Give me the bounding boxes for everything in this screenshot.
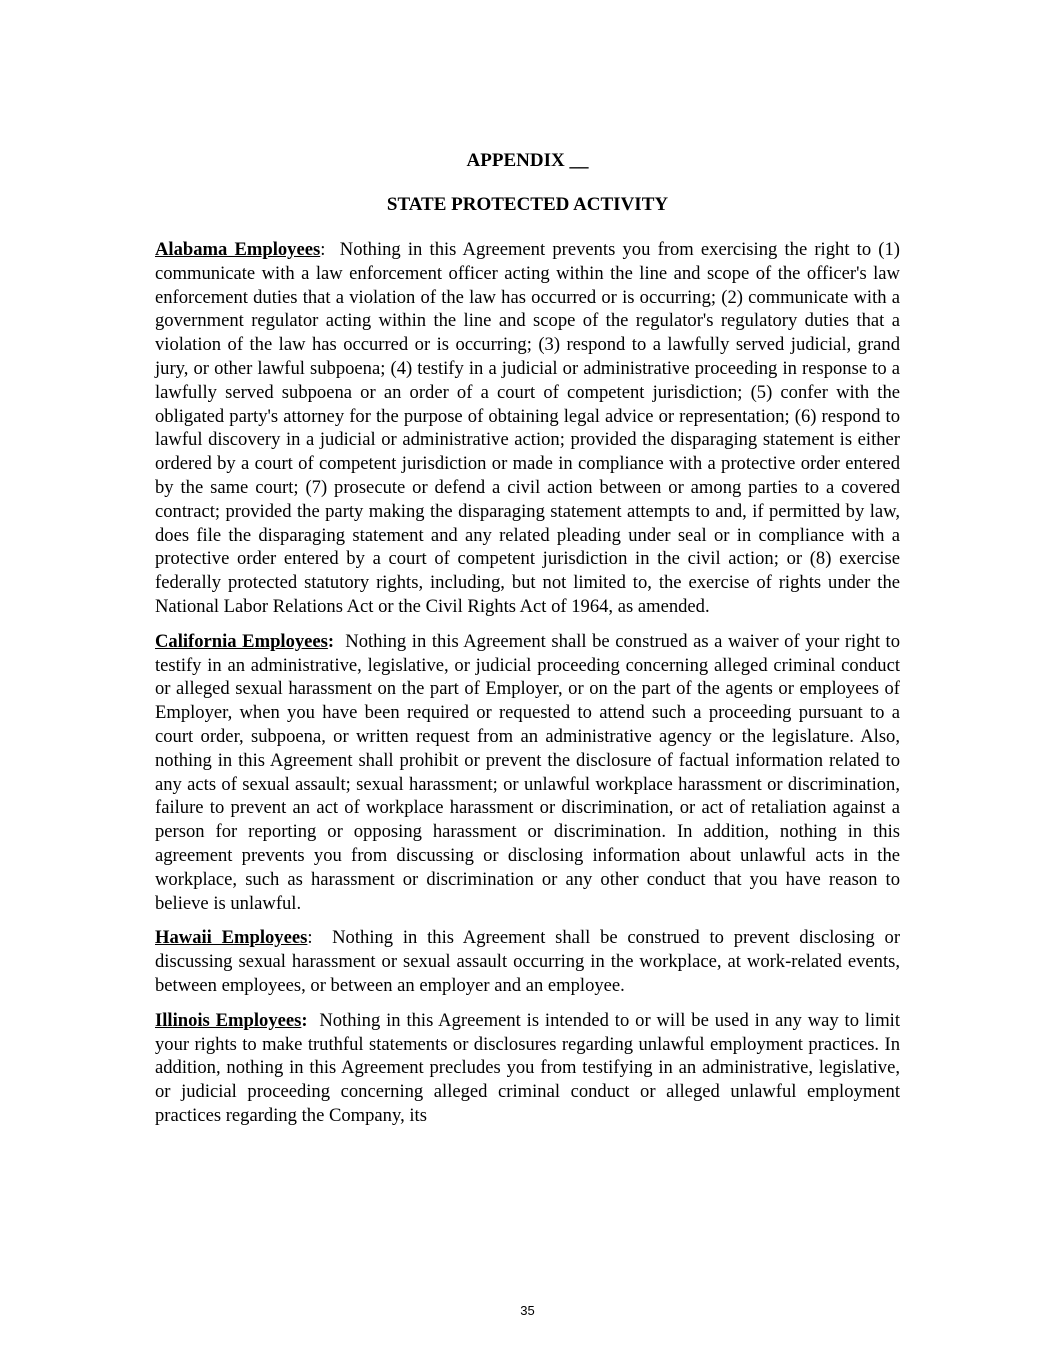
page-number: 35 <box>520 1303 535 1318</box>
section-heading-alabama: Alabama Employees <box>155 239 321 260</box>
heading-colon: : <box>320 239 326 260</box>
section-heading-california: California Employees <box>155 630 328 652</box>
heading-colon: : <box>307 927 313 949</box>
section-body-california: Nothing in this Agreement shall be construed as a waiver of your right to testify in an administrative, legislative, or judicial proceeding concerning alleged criminal conduct or alleged sexual harassment on the part of Employer, or on the part of the agents or employees of Employer, when you have been required or requested to attend such a proceeding pursuant to a court order, subpoena, or written request from an administrative agency or the legislature. Also, nothing in this Agreement shall prohibit or prevent the disclosure of factual information related to any acts of sexual assault; sexual harassment; or unlawful workplace harassment or discrimination, failure to prevent an act of workplace harassment or discrimination, or act of retaliation against a person for reporting or opposing harassment or discrimination. In addition, nothing in this agreement prevents you from discussing or disclosing information about unlawful acts in the workplace, such as harassment or discrimination or any other conduct that you have reason to believe is unlawful. <box>155 630 901 914</box>
section-heading-illinois: Illinois Employees <box>155 1009 302 1031</box>
heading-colon: : <box>301 1009 308 1031</box>
section-heading-hawaii: Hawaii Employees <box>155 927 308 949</box>
section-body-illinois: Nothing in this Agreement is intended to or will be used in any way to limit your rights to make truthful statements or disclosures regarding unlawful employment practices. In addition, nothing in this Agreement precludes you from testifying in an administrative, legislative, or judicial proceeding concerning alleged criminal conduct or alleged unlawful employment practices regarding the Company, its <box>155 1009 901 1126</box>
section-body-alabama: Nothing in this Agreement prevents you from exercising the right to (1) communicate with a law enforcement officer acting within the line and scope of the officer's law enforcement duties that a violation of the law has occurred or is occurring; (2) communicate with a government regulator acting within the line and scope of the regulator's regulatory duties that a violation of the law has occurred or is occurring; (3) respond to a lawfully served judicial, grand jury, or other lawful subpoena; (4) testify in a judicial or administrative proceeding in response to a lawfully served subpoena or an order of a court of competent jurisdiction; (5) confer with the obligated party's attorney for the purpose of obtaining legal advice or representation; (6) respond to lawful discovery in a judicial or administrative action; provided the disparaging statement is either ordered by a court of competent jurisdiction or made in compliance with a protective order entered by the same court; (7) prosecute or defend a civil action between or among parties to a covered contract; provided the party making the disparaging statement attempts to and, if permitted by law, does file the disparaging statement and any related pleading under seal or in compliance with a protective order entered by a court of competent jurisdiction in the civil action; or (8) exercise federally protected statutory rights, including, but not limited to, the exercise of rights under the National Labor Relations Act or the Civil Rights Act of 1964, as amended. <box>155 239 900 617</box>
section-body-hawaii: Nothing in this Agreement shall be construed to prevent disclosing or discussing sexual harassment or sexual assault occurring in the workplace, at work-related events, between employees, or between an employer and an employee. <box>155 927 901 996</box>
heading-colon: : <box>327 630 335 652</box>
document-body <box>155 238 900 1139</box>
page-title: APPENDIX __ <box>466 150 589 171</box>
section-alabama <box>155 238 900 619</box>
section-hawaii <box>155 926 900 997</box>
page-subtitle: STATE PROTECTED ACTIVITY <box>386 194 669 215</box>
section-california <box>155 630 900 916</box>
section-illinois <box>155 1009 900 1128</box>
